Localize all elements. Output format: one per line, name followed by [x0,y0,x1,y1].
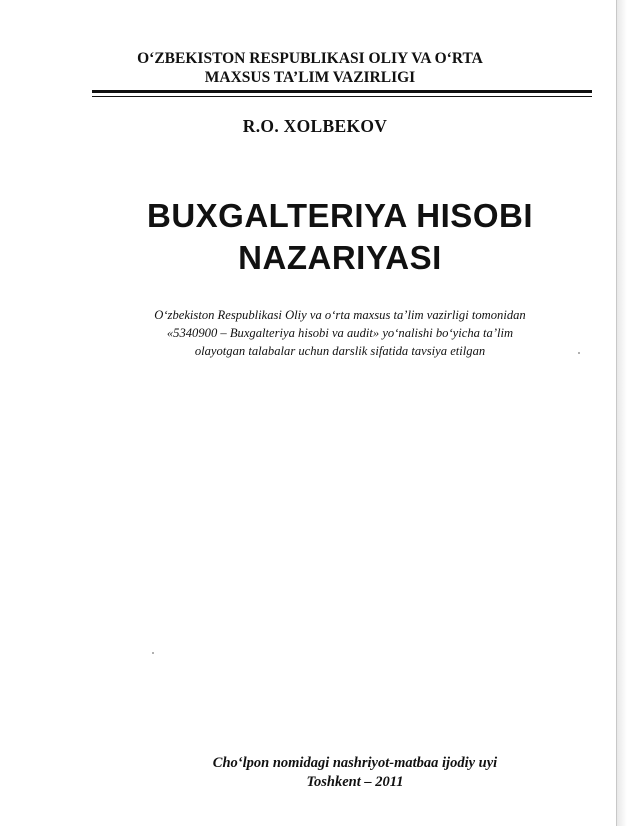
title-line-2: NAZARIYASI [238,239,442,276]
ministry-line-2: MAXSUS TA’LIM VAZIRLIGI [204,69,416,86]
header-rule-thin [92,96,592,97]
approval-note [100,306,580,360]
header-rule-thick [92,90,592,93]
approval-line-3: olayotgan talabalar uchun darslik sifatida tavsiya etilgan [194,344,486,358]
ministry-header [100,49,520,87]
book-title [90,195,590,279]
ministry-line-1: O‘ZBEKISTON RESPUBLIKASI OLIY VA O‘RTA [137,50,483,67]
title-line-1: BUXGALTERIYA HISOBI [147,197,533,234]
page-edge-shadow [617,0,627,826]
approval-line-1: O‘zbekiston Respublikasi Oliy va o‘rta maxsus ta’lim vazirligi tomonidan [154,308,526,322]
scan-speck [152,652,154,654]
publisher-info [150,754,560,792]
approval-line-2: «5340900 – Buxgalteriya hisobi va audit» yo‘nalishi bo‘yicha ta’lim [166,326,514,340]
author-name: R.O. XOLBEKOV [242,116,388,136]
publisher-line-1: Cho‘lpon nomidagi nashriyot-matbaa ijodiy uyi [212,755,498,771]
scan-speck [578,352,580,354]
publisher-line-2: Toshkent – 2011 [306,774,404,790]
